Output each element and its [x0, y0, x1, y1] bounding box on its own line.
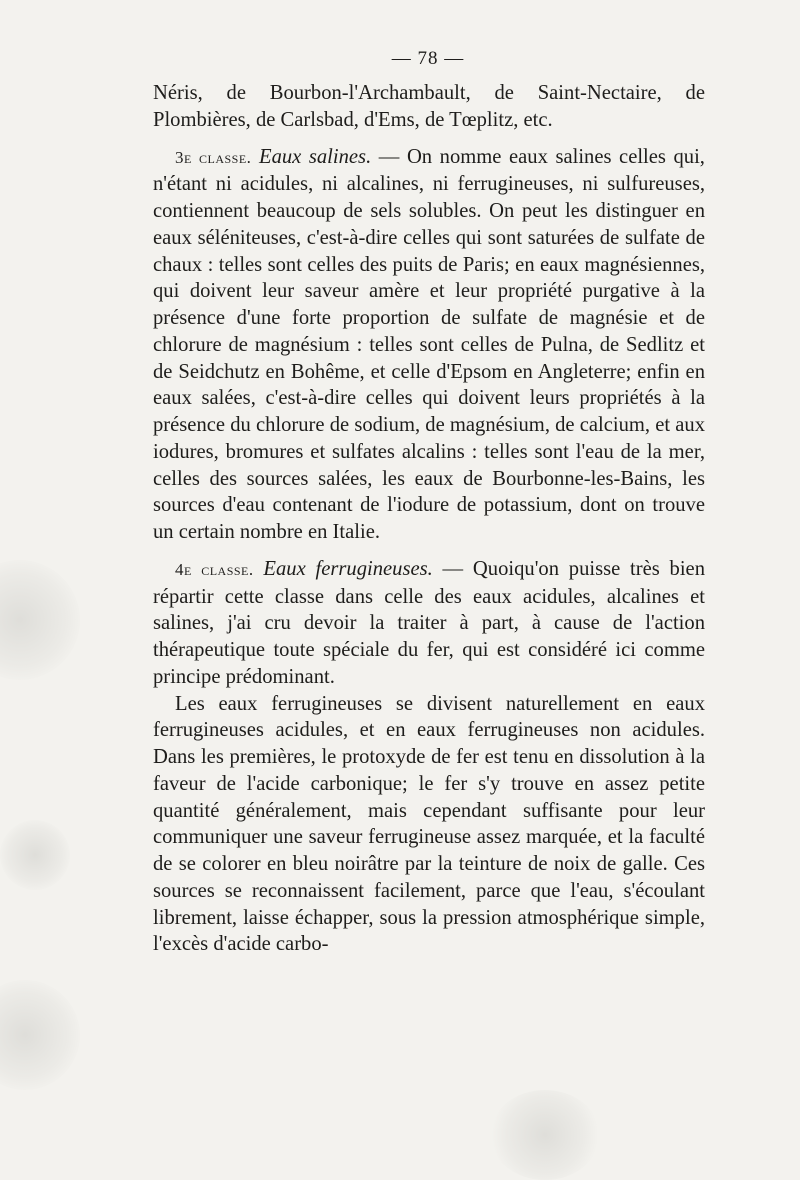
paper-stain: [490, 1090, 600, 1180]
paragraph-text: — On nomme eaux salines celles qui, n'étant ni acidules, ni alcalines, ni ferrugineuses, ni sulfureuses, contiennent beaucoup de sels solubles. On peut les distinguer en eaux séléniteuses, c'est-à-dire celles qui sont saturées de sulfate de chaux : telles sont celles des puits de Paris; en eaux magnésiennes, qui doivent leur saveur amère et leur propriété purgative à la présence d'une forte proportion de sulfate de magnésie et de chlorure de magnésium : telles sont celles de Pulna, de Sedlitz et de Seidchutz en Bohême, et celle d'Epsom en Angleterre; enfin en eaux salées, c'est-à-dire celles qui doivent leurs propriétés à la présence du chlorure de sodium, de magnésium, de calcium, et aux iodures, bromures et sulfates alcalins : telles sont l'eau de la mer, celles des sources salées, les eaux de Bourbonne-les-Bains, les sources d'eau contenant de l'iodure de potassium, dont on trouve un certain nombre en Italie.: [153, 145, 705, 543]
paragraph-class-3: [153, 144, 705, 546]
paragraph-continuation: [153, 80, 705, 134]
paper-stain: [0, 560, 80, 680]
section-title: Eaux ferrugineuses.: [263, 557, 433, 580]
paragraph-text: Les eaux ferrugineuses se divisent naturellement en eaux ferrugineuses acidules, et en eaux ferrugineuses non acidules. Dans les premières, le protoxyde de fer est tenu en dissolution à la faveur de l'acide carbonique; le fer s'y trouve en assez petite quantité généralement, mais cependant suffisante pour leur communiquer une saveur ferrugineuse assez marquée, et la faculté de se colorer en bleu noirâtre par la teinture de noix de galle. Ces sources se reconnaissent facilement, parce que l'eau, s'écoulant librement, laisse échapper, sous la pression atmosphérique simple, l'excès d'acide carbo-: [153, 692, 705, 956]
paragraph-ferrugineuses: [153, 691, 705, 959]
paragraph-text: Néris, de Bourbon-l'Archambault, de Saint-Nectaire, de Plombières, de Carlsbad, d'Ems, de Tœplitz, etc.: [153, 82, 705, 131]
body-text: [153, 80, 705, 958]
paper-stain: [0, 980, 80, 1090]
class-label: 4e classe.: [175, 559, 254, 579]
page-number: — 78 —: [391, 48, 465, 69]
section-title: Eaux salines.: [258, 145, 372, 168]
paragraph-class-4: [153, 556, 705, 691]
class-label: 3e classe.: [175, 147, 252, 167]
paragraph-text: — Quoiqu'on puisse très bien répartir cette classe dans celle des eaux acidules, alcalines et salines, j'ai cru devoir la traiter à part, à cause de l'action thérapeutique toute spéciale du fer, qui est considéré ici comme principe prédominant.: [153, 557, 705, 688]
paper-stain: [0, 820, 70, 890]
